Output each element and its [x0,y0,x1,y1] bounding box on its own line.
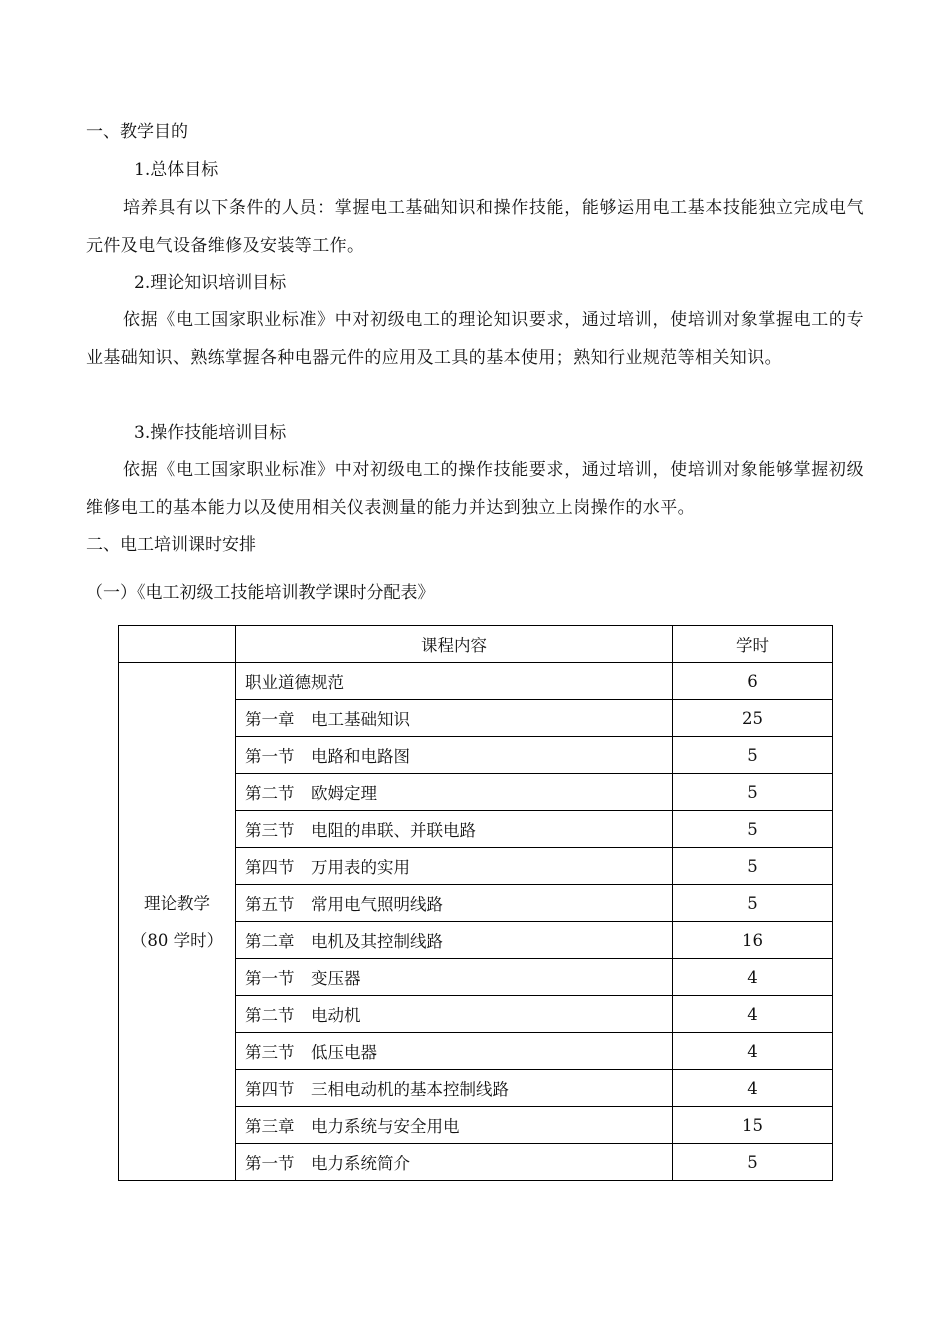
hours-cell: 5 [673,885,833,922]
table-row [119,663,833,700]
hours-cell: 4 [673,959,833,996]
section-heading-teaching-purpose: 一、教学目的 [86,122,188,142]
hours-cell: 25 [673,700,833,737]
subheading-overall-goal: 1.总体目标 [134,160,219,180]
hours-cell: 6 [673,663,833,700]
content-cell: 第二章 电机及其控制线路 [236,922,673,959]
section-heading-schedule: 二、电工培训课时安排 [86,535,256,555]
content-cell: 第三节 电阻的串联、并联电路 [236,811,673,848]
hours-cell: 5 [673,737,833,774]
content-cell: 职业道德规范 [236,663,673,700]
content-cell: 第一章 电工基础知识 [236,700,673,737]
hours-cell: 5 [673,811,833,848]
content-cell: 第一节 电路和电路图 [236,737,673,774]
content-cell: 第一节 变压器 [236,959,673,996]
paragraph-theory-goal: 依据《电工国家职业标准》中对初级电工的理论知识要求，通过培训，使培训对象掌握电工的专业基础知识、熟练掌握各种电器元件的应用及工具的基本使用；熟知行业规范等相关知识。 [86,310,864,368]
content-cell: 第一节 电力系统简介 [236,1144,673,1181]
subheading-skill-goal: 3.操作技能培训目标 [134,423,287,443]
hours-cell: 4 [673,1070,833,1107]
table-header-row [119,626,833,663]
paragraph-skill-goal: 依据《电工国家职业标准》中对初级电工的操作技能要求，通过培训，使培训对象能够掌握初级维修电工的基本能力以及使用相关仪表测量的能力并达到独立上岗操作的水平。 [86,460,864,518]
content-cell: 第三章 电力系统与安全用电 [236,1107,673,1144]
paragraph-overall-goal: 培养具有以下条件的人员：掌握电工基础知识和操作技能，能够运用电工基本技能独立完成电气元件及电气设备维修及安装等工作。 [86,198,864,256]
hours-cell: 5 [673,774,833,811]
header-category-cell [119,626,236,663]
table-caption: （一）《电工初级工技能培训教学课时分配表》 [86,583,435,603]
hours-cell: 16 [673,922,833,959]
hours-cell: 4 [673,996,833,1033]
content-cell: 第四节 万用表的实用 [236,848,673,885]
hours-cell: 5 [673,1144,833,1181]
hours-cell: 15 [673,1107,833,1144]
content-cell: 第二节 欧姆定理 [236,774,673,811]
category-label: 理论教学 [144,893,210,913]
hours-cell: 5 [673,848,833,885]
content-cell: 第三节 低压电器 [236,1033,673,1070]
category-hours-label: （80 学时） [130,930,224,950]
header-content-cell: 课程内容 [236,626,673,663]
content-cell: 第五节 常用电气照明线路 [236,885,673,922]
header-hours-cell: 学时 [673,626,833,663]
subheading-theory-goal: 2.理论知识培训目标 [134,273,287,293]
schedule-table [118,625,833,1181]
content-cell: 第四节 三相电动机的基本控制线路 [236,1070,673,1107]
category-cell [119,663,236,1181]
content-cell: 第二节 电动机 [236,996,673,1033]
hours-cell: 4 [673,1033,833,1070]
